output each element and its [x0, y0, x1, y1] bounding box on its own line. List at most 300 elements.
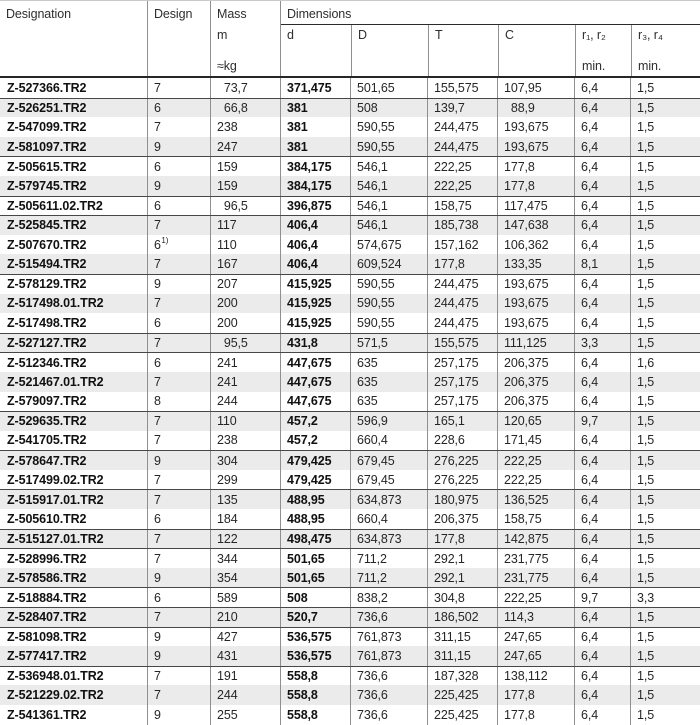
cell-design: 7 [147, 530, 210, 549]
table-row [0, 313, 700, 333]
col-header-r3-r4 [631, 25, 700, 76]
cell-mass: 299 [210, 470, 280, 490]
cell-r12: 6,4 [574, 294, 630, 314]
cell-mass: 210 [210, 608, 280, 627]
cell-design: 9 [147, 275, 210, 294]
cell-r34: 1,5 [630, 157, 700, 176]
cell-d: 558,8 [280, 685, 350, 705]
cell-r34: 1,5 [630, 117, 700, 137]
cell-design: 9 [147, 646, 210, 666]
table-row [0, 294, 700, 314]
cell-C: 222,25 [497, 451, 574, 470]
r3-r4-label: r₃, r₄ [638, 28, 663, 42]
cell-designation: Z-547099.TR2 [7, 119, 87, 134]
cell-C: 177,8 [497, 176, 574, 196]
cell-design: 7 [147, 372, 210, 392]
table-row [0, 176, 700, 196]
cell-design: 9 [147, 628, 210, 647]
cell-C: 120,65 [497, 412, 574, 431]
cell-designation: Z-517499.02.TR2 [7, 472, 104, 487]
cell-D: 590,55 [350, 294, 427, 314]
cell-design: 6 [147, 197, 210, 216]
designation-label: Designation [6, 7, 71, 21]
cell-design: 7 [147, 216, 210, 235]
cell-d: 381 [280, 117, 350, 137]
cell-r12: 6,4 [574, 451, 630, 470]
cell-T: 257,175 [427, 372, 497, 392]
cell-mass: 241 [210, 353, 280, 372]
cell-design: 6 [147, 313, 210, 333]
cell-r34: 1,5 [630, 490, 700, 509]
cell-T: 304,8 [427, 588, 497, 607]
cell-design: 6 [147, 353, 210, 372]
cell-r34: 1,5 [630, 235, 700, 255]
cell-designation: Z-578647.TR2 [7, 453, 87, 468]
cell-designation: Z-515127.01.TR2 [7, 531, 104, 546]
cell-designation: Z-507670.TR2 [7, 237, 87, 252]
mass-symbol-label: m [217, 28, 228, 42]
cell-design: 7 [147, 294, 210, 314]
cell-r12: 6,4 [574, 157, 630, 176]
cell-mass: 66,8 [210, 99, 280, 118]
cell-r34: 1,5 [630, 78, 700, 98]
cell-d: 431,8 [280, 334, 350, 353]
table-row [0, 274, 700, 294]
cell-r34: 1,5 [630, 509, 700, 529]
cell-designation: Z-579097.TR2 [7, 394, 87, 409]
cell-mass: 110 [210, 412, 280, 431]
table-row [0, 98, 700, 118]
table-row [0, 392, 700, 412]
cell-r34: 1,5 [630, 137, 700, 157]
cell-d: 457,2 [280, 431, 350, 451]
cell-D: 609,524 [350, 254, 427, 274]
cell-mass: 200 [210, 294, 280, 314]
cell-r12: 6,4 [574, 509, 630, 529]
table-row [0, 215, 700, 235]
table-row [0, 509, 700, 529]
cell-d: 501,65 [280, 568, 350, 588]
cell-T: 177,8 [427, 530, 497, 549]
cell-mass: 238 [210, 117, 280, 137]
cell-r12: 3,3 [574, 334, 630, 353]
cell-r12: 6,4 [574, 667, 630, 686]
cell-designation: Z-515494.TR2 [7, 257, 87, 272]
r3-r4-min-label: min. [638, 59, 662, 73]
cell-designation: Z-515917.01.TR2 [7, 492, 104, 507]
cell-C: 142,875 [497, 530, 574, 549]
col-header-T [428, 25, 498, 76]
cell-r12: 6,4 [574, 685, 630, 705]
cell-r34: 1,5 [630, 412, 700, 431]
cell-D: 736,6 [350, 685, 427, 705]
cell-r12: 6,4 [574, 117, 630, 137]
cell-design: 7 [147, 412, 210, 431]
cell-designation: Z-505615.TR2 [7, 159, 87, 174]
cell-r34: 1,5 [630, 431, 700, 451]
cell-T: 185,738 [427, 216, 497, 235]
cell-D: 634,873 [350, 530, 427, 549]
cell-T: 222,25 [427, 176, 497, 196]
cell-r34: 1,5 [630, 313, 700, 333]
table-row [0, 685, 700, 705]
cell-r34: 1,6 [630, 353, 700, 372]
table-row [0, 627, 700, 647]
cell-mass: 191 [210, 667, 280, 686]
table-row [0, 450, 700, 470]
cell-r34: 1,5 [630, 685, 700, 705]
cell-D: 596,9 [350, 412, 427, 431]
cell-C: 158,75 [497, 509, 574, 529]
cell-design: 7 [147, 431, 210, 451]
cell-T: 157,162 [427, 235, 497, 255]
cell-T: 311,15 [427, 646, 497, 666]
cell-r12: 6,4 [574, 530, 630, 549]
cell-d: 396,875 [280, 197, 350, 216]
cell-T: 225,425 [427, 705, 497, 725]
cell-mass: 238 [210, 431, 280, 451]
cell-D: 635 [350, 392, 427, 412]
mass-label: Mass [217, 7, 247, 21]
cell-D: 546,1 [350, 197, 427, 216]
cell-design: 7 [147, 470, 210, 490]
cell-C: 117,475 [497, 197, 574, 216]
cell-D: 660,4 [350, 431, 427, 451]
cell-C: 106,362 [497, 235, 574, 255]
cell-design: 7 [147, 254, 210, 274]
table-row [0, 137, 700, 157]
cell-designation: Z-505610.TR2 [7, 511, 87, 526]
table-body [0, 78, 700, 725]
cell-mass: 159 [210, 157, 280, 176]
cell-designation: Z-517498.TR2 [7, 315, 87, 330]
cell-C: 247,65 [497, 628, 574, 647]
cell-d: 558,8 [280, 667, 350, 686]
cell-r12: 6,4 [574, 392, 630, 412]
cell-C: 247,65 [497, 646, 574, 666]
cell-r12: 9,7 [574, 588, 630, 607]
cell-D: 508 [350, 99, 427, 118]
cell-T: 139,7 [427, 99, 497, 118]
cell-mass: 354 [210, 568, 280, 588]
cell-r12: 6,4 [574, 99, 630, 118]
cell-r34: 1,5 [630, 254, 700, 274]
cell-designation: Z-527366.TR2 [7, 80, 87, 95]
cell-D: 590,55 [350, 117, 427, 137]
cell-design: 7 [147, 334, 210, 353]
cell-C: 177,8 [497, 705, 574, 725]
cell-d: 371,475 [280, 78, 350, 98]
cell-designation: Z-536948.01.TR2 [7, 669, 104, 684]
cell-r34: 1,5 [630, 530, 700, 549]
table-row [0, 529, 700, 549]
table-row [0, 705, 700, 725]
T-label: T [435, 28, 443, 42]
cell-d: 479,425 [280, 470, 350, 490]
cell-D: 571,5 [350, 334, 427, 353]
cell-designation: Z-521229.02.TR2 [7, 688, 104, 703]
cell-designation: Z-578129.TR2 [7, 277, 87, 292]
table-row [0, 666, 700, 686]
cell-designation: Z-521467.01.TR2 [7, 374, 104, 389]
table-row [0, 333, 700, 353]
cell-C: 111,125 [497, 334, 574, 353]
cell-design: 9 [147, 176, 210, 196]
table-row [0, 254, 700, 274]
cell-D: 838,2 [350, 588, 427, 607]
cell-mass: 304 [210, 451, 280, 470]
cell-designation: Z-525845.TR2 [7, 218, 87, 233]
cell-T: 244,475 [427, 294, 497, 314]
col-header-design [147, 1, 210, 76]
table-row [0, 411, 700, 431]
cell-design: 6 $^{1)}$ [147, 235, 210, 255]
cell-C: 206,375 [497, 392, 574, 412]
cell-T: 155,575 [427, 334, 497, 353]
col-header-C [498, 25, 575, 76]
table-row [0, 117, 700, 137]
cell-C: 193,675 [497, 275, 574, 294]
cell-r12: 6,4 [574, 490, 630, 509]
cell-r12: 6,4 [574, 313, 630, 333]
cell-r34: 1,5 [630, 549, 700, 568]
cell-d: 384,175 [280, 157, 350, 176]
table-row [0, 431, 700, 451]
cell-mass: 135 [210, 490, 280, 509]
table-row [0, 352, 700, 372]
cell-design: 7 [147, 549, 210, 568]
r1-r2-label: r₁, r₂ [582, 28, 606, 42]
cell-C: 171,45 [497, 431, 574, 451]
cell-design: 9 [147, 705, 210, 725]
table-row [0, 235, 700, 255]
cell-C: 193,675 [497, 117, 574, 137]
cell-r12: 6,4 [574, 275, 630, 294]
cell-C: 133,35 [497, 254, 574, 274]
cell-T: 244,475 [427, 275, 497, 294]
cell-D: 679,45 [350, 451, 427, 470]
col-header-dimensions [280, 1, 700, 76]
cell-T: 158,75 [427, 197, 497, 216]
cell-T: 186,502 [427, 608, 497, 627]
cell-D: 711,2 [350, 549, 427, 568]
cell-D: 736,6 [350, 667, 427, 686]
cell-design: 7 [147, 685, 210, 705]
cell-mass: 73,7 [210, 78, 280, 98]
cell-designation: Z-512346.TR2 [7, 355, 87, 370]
cell-designation: Z-581098.TR2 [7, 629, 87, 644]
cell-D: 660,4 [350, 509, 427, 529]
cell-r34: 1,5 [630, 470, 700, 490]
cell-mass: 344 [210, 549, 280, 568]
cell-d: 415,925 [280, 275, 350, 294]
cell-D: 590,55 [350, 275, 427, 294]
cell-d: 381 [280, 137, 350, 157]
table-row [0, 470, 700, 490]
table-row [0, 489, 700, 509]
cell-r34: 1,5 [630, 334, 700, 353]
cell-d: 488,95 [280, 509, 350, 529]
col-header-mass [210, 1, 280, 76]
cell-mass: 241 [210, 372, 280, 392]
cell-r12: 6,4 [574, 628, 630, 647]
cell-r12: 6,4 [574, 78, 630, 98]
cell-designation: Z-578586.TR2 [7, 570, 87, 585]
cell-D: 736,6 [350, 608, 427, 627]
cell-r34: 3,3 [630, 588, 700, 607]
cell-designation: Z-541705.TR2 [7, 433, 87, 448]
cell-r12: 6,4 [574, 197, 630, 216]
table-row [0, 196, 700, 216]
cell-D: 546,1 [350, 216, 427, 235]
table-row [0, 587, 700, 607]
cell-d: 406,4 [280, 216, 350, 235]
cell-designation: Z-526251.TR2 [7, 100, 87, 115]
cell-mass: 244 [210, 685, 280, 705]
cell-r12: 6,4 [574, 372, 630, 392]
table-row [0, 156, 700, 176]
cell-D: 711,2 [350, 568, 427, 588]
cell-d: 520,7 [280, 608, 350, 627]
cell-mass: 96,5 [210, 197, 280, 216]
cell-D: 501,65 [350, 78, 427, 98]
cell-D: 590,55 [350, 313, 427, 333]
cell-d: 536,575 [280, 628, 350, 647]
cell-mass: 207 [210, 275, 280, 294]
cell-d: 447,675 [280, 353, 350, 372]
cell-D: 546,1 [350, 157, 427, 176]
cell-d: 479,425 [280, 451, 350, 470]
cell-r12: 6,4 [574, 137, 630, 157]
cell-design: 9 [147, 568, 210, 588]
cell-design: 8 [147, 392, 210, 412]
cell-design: 9 [147, 451, 210, 470]
cell-r34: 1,5 [630, 568, 700, 588]
cell-r12: 6,4 [574, 646, 630, 666]
cell-r12: 6,4 [574, 549, 630, 568]
cell-r34: 1,5 [630, 197, 700, 216]
cell-r12: 6,4 [574, 176, 630, 196]
cell-T: 276,225 [427, 451, 497, 470]
cell-D: 590,55 [350, 137, 427, 157]
cell-T: 180,975 [427, 490, 497, 509]
cell-d: 415,925 [280, 294, 350, 314]
cell-D: 736,6 [350, 705, 427, 725]
cell-r12: 9,7 [574, 412, 630, 431]
table-row [0, 548, 700, 568]
cell-T: 257,175 [427, 392, 497, 412]
cell-design: 7 [147, 608, 210, 627]
cell-mass: 255 [210, 705, 280, 725]
cell-T: 311,15 [427, 628, 497, 647]
cell-d: 498,475 [280, 530, 350, 549]
cell-T: 292,1 [427, 549, 497, 568]
cell-d: 447,675 [280, 372, 350, 392]
cell-r34: 1,5 [630, 216, 700, 235]
cell-d: 536,575 [280, 646, 350, 666]
cell-d: 415,925 [280, 313, 350, 333]
col-header-designation [0, 1, 147, 76]
cell-d: 558,8 [280, 705, 350, 725]
r1-r2-min-label: min. [582, 59, 606, 73]
cell-mass: 244 [210, 392, 280, 412]
cell-designation: Z-517498.01.TR2 [7, 296, 104, 311]
cell-designation: Z-527127.TR2 [7, 336, 87, 351]
cell-d: 406,4 [280, 235, 350, 255]
cell-r12: 6,4 [574, 431, 630, 451]
cell-C: 177,8 [497, 685, 574, 705]
table-row [0, 78, 700, 98]
cell-r34: 1,5 [630, 451, 700, 470]
cell-r34: 1,5 [630, 99, 700, 118]
table-row [0, 372, 700, 392]
D-label: D [358, 28, 367, 42]
cell-D: 635 [350, 372, 427, 392]
cell-designation: Z-529635.TR2 [7, 414, 87, 429]
cell-T: 257,175 [427, 353, 497, 372]
cell-d: 457,2 [280, 412, 350, 431]
cell-C: 206,375 [497, 353, 574, 372]
cell-T: 187,328 [427, 667, 497, 686]
cell-r12: 8,1 [574, 254, 630, 274]
table-row [0, 607, 700, 627]
cell-design: 7 [147, 667, 210, 686]
cell-d: 447,675 [280, 392, 350, 412]
cell-C: 147,638 [497, 216, 574, 235]
cell-r34: 1,5 [630, 705, 700, 725]
cell-T: 222,25 [427, 157, 497, 176]
cell-r34: 1,5 [630, 372, 700, 392]
cell-C: 222,25 [497, 470, 574, 490]
cell-C: 193,675 [497, 137, 574, 157]
cell-design: 7 [147, 78, 210, 98]
cell-r34: 1,5 [630, 176, 700, 196]
cell-designation: Z-528407.TR2 [7, 610, 87, 625]
cell-T: 206,375 [427, 509, 497, 529]
dimensions-label: Dimensions [287, 7, 352, 21]
cell-C: 193,675 [497, 294, 574, 314]
cell-mass: 589 [210, 588, 280, 607]
cell-C: 222,25 [497, 588, 574, 607]
cell-C: 206,375 [497, 372, 574, 392]
cell-d: 508 [280, 588, 350, 607]
cell-C: 107,95 [497, 78, 574, 98]
cell-mass: 247 [210, 137, 280, 157]
cell-mass: 159 [210, 176, 280, 196]
cell-T: 165,1 [427, 412, 497, 431]
cell-C: 231,775 [497, 549, 574, 568]
cell-r12: 6,4 [574, 216, 630, 235]
cell-T: 276,225 [427, 470, 497, 490]
cell-design: 9 [147, 137, 210, 157]
cell-T: 225,425 [427, 685, 497, 705]
cell-r34: 1,5 [630, 392, 700, 412]
cell-T: 244,475 [427, 117, 497, 137]
dimension-subheaders [281, 25, 700, 76]
d-label: d [287, 28, 294, 42]
cell-T: 228,6 [427, 431, 497, 451]
table-row [0, 568, 700, 588]
cell-designation: Z-541361.TR2 [7, 707, 87, 722]
cell-r12: 6,4 [574, 608, 630, 627]
cell-r34: 1,5 [630, 646, 700, 666]
cell-D: 679,45 [350, 470, 427, 490]
cell-T: 244,475 [427, 137, 497, 157]
cell-designation: Z-577417.TR2 [7, 649, 87, 664]
cell-D: 761,873 [350, 628, 427, 647]
cell-D: 761,873 [350, 646, 427, 666]
cell-design: 7 [147, 117, 210, 137]
